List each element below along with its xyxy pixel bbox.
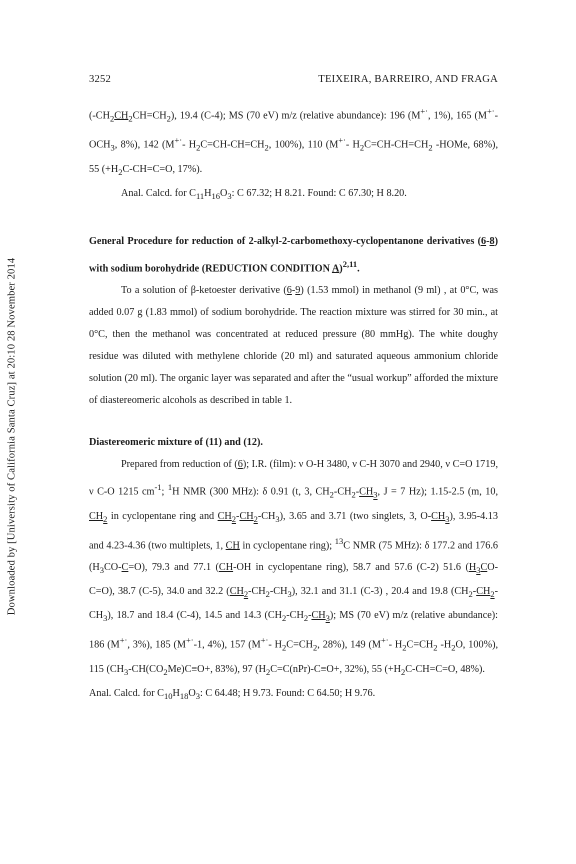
analysis-line: Anal. Calcd. for $C_{10}H_{18}O_3$: C 64.48; H 9.73. Found: C 64.50; H 9.76.: [89, 687, 376, 701]
section-heading: Diastereomeric mixture of (11) and (12).: [89, 437, 263, 449]
body-paragraph: $(-CH_2CH_2CH=CH_2)$, 19.4 (C-4); MS (70 eV) m/z (relative abundance): 196 (M+·, 1%), 165 ($M^{+\cdot}-OCH_3$, 8%), 142 (M+·- $H_2C=CH-CH=CH_2$, 100%), 110 (M+·- $H_2C=CH-CH=CH_2$ -HOMe, 68%), 55 ($+H_2C-CH=C=O$, 17%).: [89, 106, 498, 177]
body-paragraph: To a solution of β-ketoester derivative (6-9) (1.53 mmol) in methanol (9 ml) , at 0°C, was added 0.07 g (1.83 mmol) of sodium borohydride. The reaction mixture was stirred for 30 min., at 0°C, then the methanol was concentrated at reduced pressure (80 mmHg). The white doughy residue was diluted with methylene chloride (20 ml) and saturated aqueous ammonium chloride solution (20 ml). The organic layer was separated and after the “usual workup” afforded the mixture of diastereomeric alcohols as described in table 1.: [89, 285, 499, 407]
section-gap: [89, 412, 498, 432]
section-gap: [89, 207, 498, 231]
section-heading: General Procedure for reduction of 2-alkyl-2-carbomethoxy-cyclopentanone derivatives (6-8) with sodium borohydride (REDUCTION CONDITION A)$^{2,11}$.: [89, 235, 498, 275]
body-paragraph: Prepared from reduction of (6); I.R. (film): ν O-H 3480, ν C-H 3070 and 2940, ν C=O 1719, ν C-O 1215 $cm^{-1}$; $^1$H NMR (300 MHz): δ 0.91 (t, 3, $CH_2-CH_2-CH_3$, J = 7 Hz); 1.15-2.5 (m, 10, $CH_2$ in cyclopentane ring and $CH_2-CH_2-CH_3$), 3.65 and 3.71 (two singlets, 3, $O-CH_3$), 3.95-4.13 and 4.23-4.36 (two multiplets, 1, CH in cyclopentane ring); $^{13}$C NMR (75 MHz): δ 177.2 and 176.6 $(H_3CO-C=O)$, 79.3 and 77.1 (CH-OH in cyclopentane ring), 58.7 and 57.6 (C-2) 51.6 $(H_3CO-C=O)$, 38.7 (C-5), 34.0 and 32.2 $(CH_2-CH_2-CH_3)$, 32.1 and 31.1 (C-3) , 20.4 and 19.8 $(CH_2-CH_2-CH_3)$, 18.7 and 18.4 (C-4), 14.5 and 14.3 $(CH_2-CH_2-CH_3)$; MS (70 eV) m/z (relative abundance): 186 (M+·, 3%), 185 (M+·-1, 4%), 157 (M+·- $H_2C=CH_2$, 28%), 149 (M+·- $H_2C=CH_2$ $-H_2O$, 100%), 115 ($CH_3-CH(CO_2Me)C\equiv O+$, 83%), 97 ($H_2C=C(nPr)-C\equiv O+$, 32%), 55 ($+H_2C-CH=C=O$, 48%).: [89, 459, 499, 677]
page-number: 3252: [89, 74, 111, 85]
running-head: TEIXEIRA, BARREIRO, AND FRAGA: [318, 74, 498, 85]
body-paragraph: Anal. Calcd. for $C_{11}H_{16}O_3$: C 67.32; H 8.21. Found: C 67.30; H 8.20.: [121, 187, 407, 201]
download-watermark: Downloaded by [University of California Santa Cruz] at 20:10 28 November 2014: [6, 257, 18, 616]
article-body: [89, 100, 498, 707]
